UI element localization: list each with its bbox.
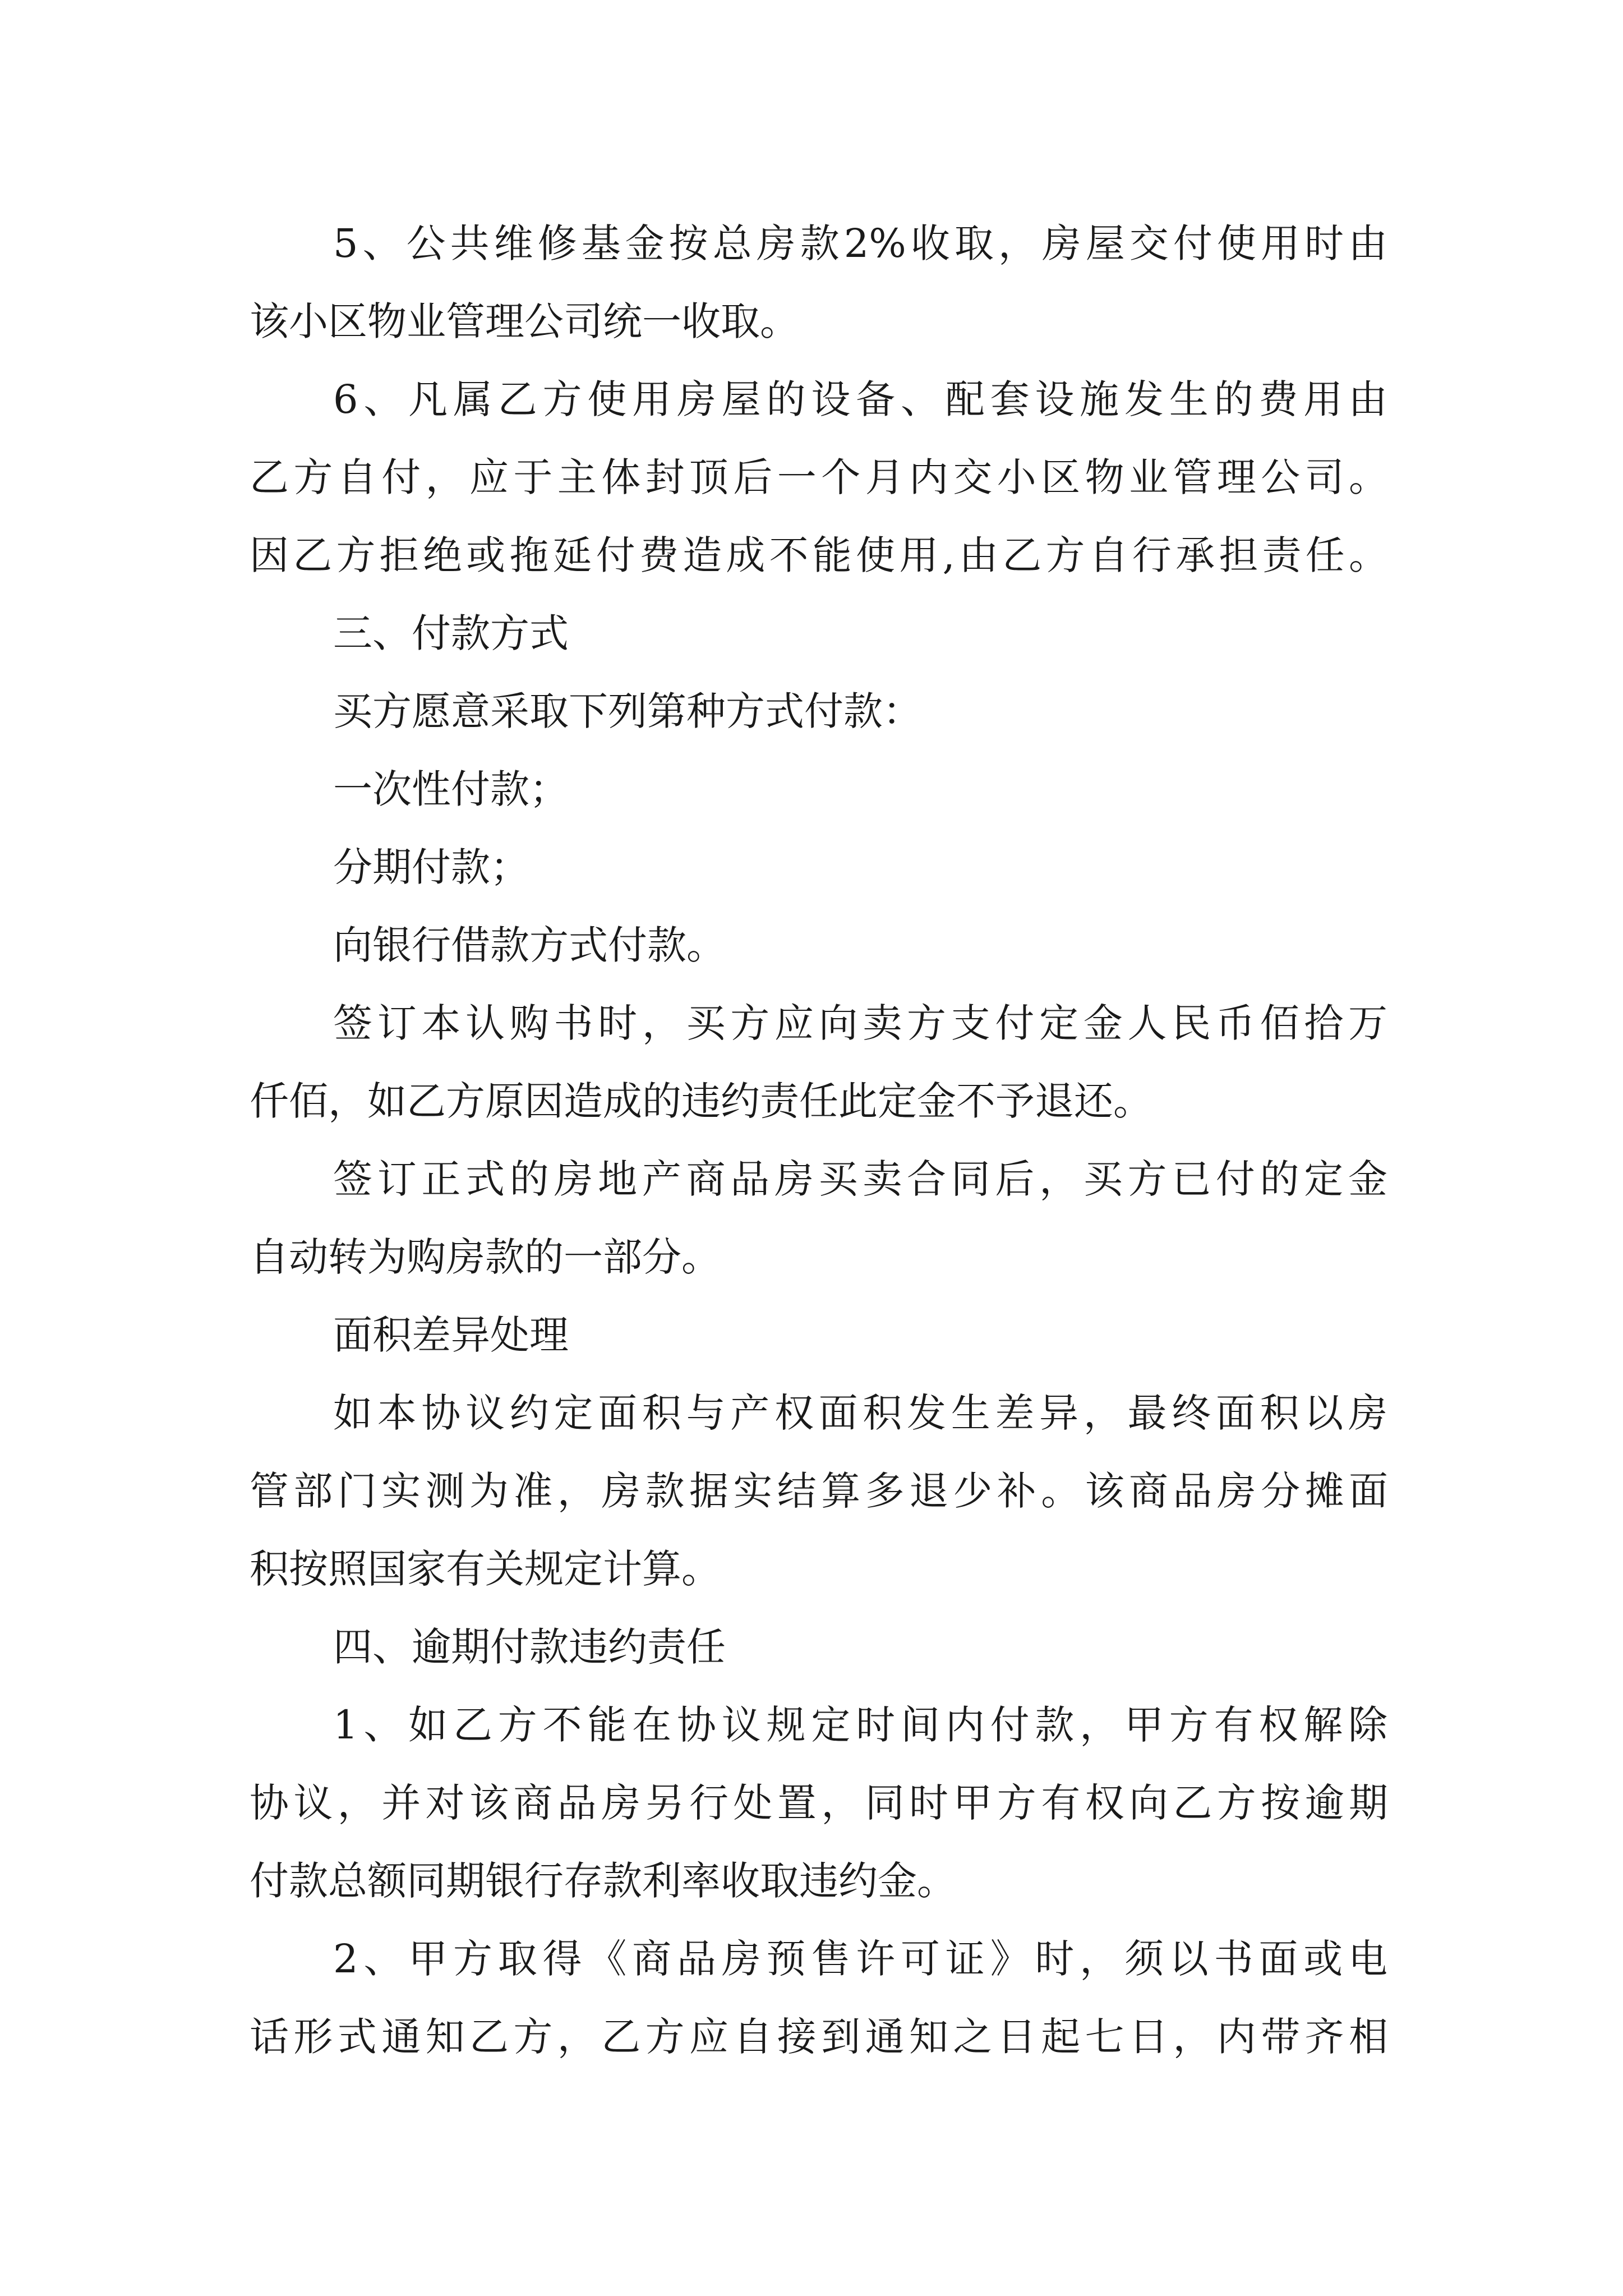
text-line: 自动转为购房款的一部分。 xyxy=(250,1234,721,1280)
section-heading: 面积差异处理 xyxy=(333,1312,569,1358)
text-line: 如本协议约定面积与产权面积发生差异，最终面积以房 xyxy=(333,1390,1387,1436)
text-line: 5、公共维修基金按总房款2%收取，房屋交付使用时由 xyxy=(333,220,1387,266)
text-line: 因乙方拒绝或拖延付费造成不能使用,由乙方自行承担责任。 xyxy=(250,532,1388,578)
text-line: 1、如乙方不能在协议规定时间内付款，甲方有权解除 xyxy=(333,1702,1387,1748)
text-line: 付款总额同期银行存款利率收取违约金。 xyxy=(250,1858,956,1904)
text-line: 话形式通知乙方，乙方应自接到通知之日起七日，内带齐相 xyxy=(250,2014,1388,2060)
section-heading: 三、付款方式 xyxy=(333,610,569,656)
text-line: 6、凡属乙方使用房屋的设备、配套设施发生的费用由 xyxy=(333,376,1387,422)
text-line: 分期付款； xyxy=(333,844,529,890)
text-line: 积按照国家有关规定计算。 xyxy=(250,1546,721,1592)
text-line: 仟佰，如乙方原因造成的违约责任此定金不予退还。 xyxy=(250,1078,1152,1124)
section-heading: 四、逾期付款违约责任 xyxy=(333,1624,726,1670)
text-line: 2、甲方取得《商品房预售许可证》时，须以书面或电 xyxy=(333,1936,1387,1982)
text-line: 协议，并对该商品房另行处置，同时甲方有权向乙方按逾期 xyxy=(250,1780,1388,1826)
text-line: 管部门实测为准，房款据实结算多退少补。该商品房分摊面 xyxy=(250,1468,1388,1514)
text-line: 买方愿意采取下列第种方式付款： xyxy=(333,688,922,734)
text-line: 该小区物业管理公司统一收取。 xyxy=(250,298,799,344)
text-line: 一次性付款； xyxy=(333,766,569,812)
text-line: 向银行借款方式付款。 xyxy=(333,922,726,968)
text-line: 乙方自付，应于主体封顶后一个月内交小区物业管理公司。 xyxy=(250,454,1388,500)
text-line: 签订本认购书时，买方应向卖方支付定金人民币佰拾万 xyxy=(333,1000,1387,1046)
text-line: 签订正式的房地产商品房买卖合同后，买方已付的定金 xyxy=(333,1156,1387,1202)
